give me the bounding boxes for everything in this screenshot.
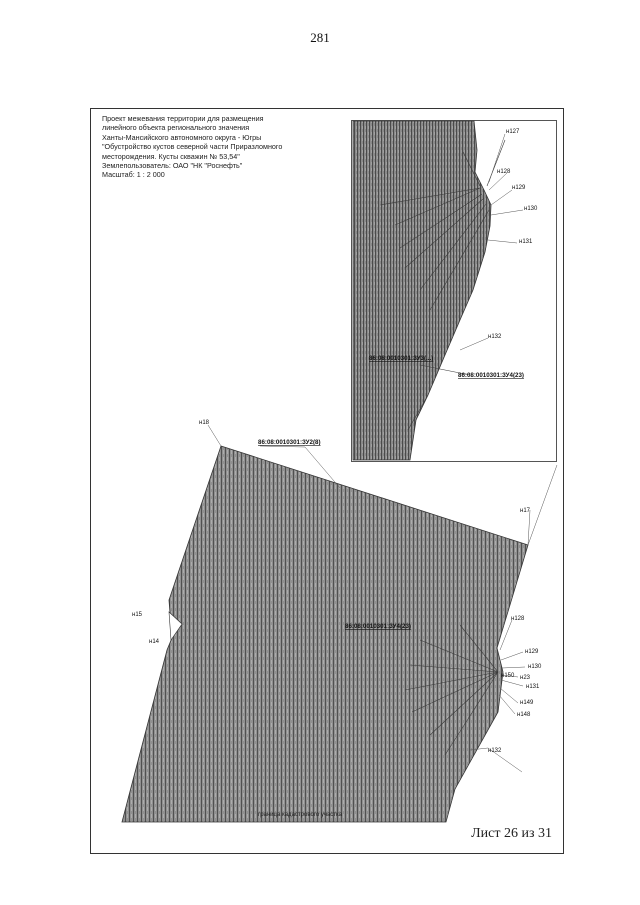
- point-label-n127: н127: [506, 129, 520, 135]
- point-label-n149: н149: [520, 700, 534, 706]
- parcel-label-inset-a: 86:08:0010301:ЗУ3(...): [369, 355, 434, 362]
- title-line-4: "Обустройство кустов северной части Приразломного: [102, 142, 283, 152]
- point-label-n132: н132: [488, 334, 502, 340]
- point-label-n18: н18: [199, 420, 209, 426]
- point-label-n15: н15: [132, 612, 142, 618]
- title-line-5: месторождения. Кусты скважин № 53,54": [102, 151, 240, 161]
- point-label-n128: н128: [497, 169, 511, 175]
- parcel-label-inset-b: 86:08:0010301:ЗУ4(23): [458, 372, 524, 379]
- sheet-number: Лист 26 из 31: [471, 826, 552, 841]
- point-label-n131-main: н131: [526, 684, 540, 690]
- parcel-label-main-top: 86:08:0010301:ЗУ2(8): [258, 439, 321, 446]
- point-label-n150: н150: [501, 673, 515, 679]
- point-label-n17: н17: [520, 508, 530, 514]
- point-label-n130: н130: [524, 206, 538, 212]
- point-label-n132-main: н132: [488, 748, 502, 754]
- point-label-n130-main: н130: [528, 664, 542, 670]
- point-label-n129-main: н129: [525, 649, 539, 655]
- landowner-line: Землепользователь: ОАО "НК "Роснефть": [102, 161, 243, 171]
- point-label-n23: н23: [520, 675, 530, 681]
- inset-parcel-polygon: [353, 121, 491, 460]
- parcel-label-main-mid: 86:08:0010301:ЗУ4(23): [345, 623, 411, 630]
- point-label-n129: н129: [512, 185, 526, 191]
- title-line-2: линейного объекта регионального значения: [102, 123, 250, 133]
- parcel-label-main-bottom: граница кадастрового участка: [258, 812, 343, 818]
- point-label-n148: н148: [517, 712, 531, 718]
- title-line-3: Ханты-Мансийского автономного округа - Югры: [102, 132, 262, 142]
- scale-line: Масштаб: 1 : 2 000: [102, 170, 165, 180]
- title-line-1: Проект межевания территории для размещения: [102, 114, 264, 123]
- page-number: 281: [310, 30, 330, 45]
- point-label-n131: н131: [519, 239, 533, 245]
- point-label-n128-main: н128: [511, 616, 525, 622]
- point-label-n14: н14: [149, 639, 159, 645]
